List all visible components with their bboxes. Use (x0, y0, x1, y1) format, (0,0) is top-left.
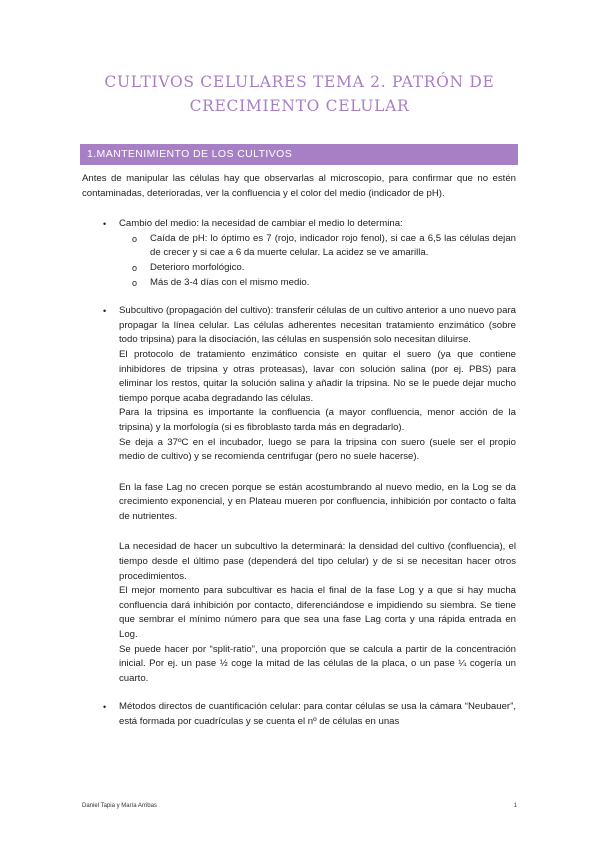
sub-bullet-icon: o (132, 262, 138, 273)
bullet-label: Cambio del medio: la necesidad de cambiar el medio lo determina: (119, 218, 403, 230)
paragraph-momento: El mejor momento para subcultivar es hacia el final de la fase Log y a que si hay mucha confluencia dará inhibición por contacto, diferenciándose e impidiendo su siembra. Se tiene que sembrar el mínimo número para que sea una fase Lag corta y una rápida entrada en Log. (119, 585, 516, 641)
paragraph-incubador: Se deja a 37ºC en el incubador, luego se para la tripsina con suero (suele ser el propio medio de cultivo) y se recomienda centrifugar (pero no suele hacerse). (119, 436, 516, 463)
title-line-2: CRECIMIENTO CELULAR (189, 97, 410, 115)
bullet-icon: • (103, 306, 107, 317)
sub-item-text: Deterioro morfológico. (150, 261, 245, 273)
title-line-1: CULTIVOS CELULARES TEMA 2. PATRÓN DE (104, 73, 495, 91)
paragraph-split-ratio: Se puede hacer por “split-ratio”, una proporción que se calcula a partir de la concentración inicial. Por ej. un pase ½ coge la mitad de las células de la placa, o un pase ¼ cogería un cuarto. (119, 643, 516, 684)
sub-item-text: Caída de pH: lo óptimo es 7 (rojo, indicador rojo fenol), si cae a 6,5 las células dejan de crecer y si cae a 6 da muerte celular. La acidez se ve amarilla. (150, 232, 516, 259)
paragraph-protocolo: El protocolo de tratamiento enzimático consiste en quitar el suero (ya que contiene inhibidores de tripsina y otras proteasas), lavar con solución salina (por ej. PBS) para eliminar los restos, quitar la solución salina y añadir la tripsina. No se le puede dejar mucho tiempo porque acaba degradando las células. (119, 348, 516, 404)
sub-item-text: Más de 3-4 días con el mismo medio. (150, 276, 310, 288)
section-heading: 1.MANTENIMIENTO DE LOS CULTIVOS (80, 144, 518, 165)
bullet-label: Subcultivo (propagación del cultivo): transferir células de un cultivo anterior a uno nuevo para propagar la línea celular. Las células adherentes necesitan tratamiento enzimático (sobre todo tripsina) para la disociación, las células en suspensión solo necesitan diluirse. (119, 305, 516, 346)
paragraph-necesidad: La necesidad de hacer un subcultivo la determinará: la densidad del cultivo (confluencia), el tiempo desde el último pase (dependerá del tipo celular) y de si se necesitan hacer otros procedimientos. (119, 541, 516, 582)
bullet-icon: • (103, 219, 107, 230)
page-number: 1 (513, 803, 517, 809)
bullet-icon: • (103, 702, 107, 713)
sub-item-ph (82, 232, 516, 261)
sub-item-dias (82, 276, 516, 291)
page-footer (82, 803, 517, 809)
bullet-metodos (82, 700, 516, 729)
bullet-cambio-medio (82, 217, 516, 232)
bullet-subcultivo (82, 304, 516, 348)
footer-authors: Daniel Tapia y María Arribas (82, 803, 157, 809)
paragraph-fases: En la fase Lag no crecen porque se están acostumbrando al nuevo medio, en la Log se da crecimiento exponencial, y en Plateau mueren por confluencia, inhibición por contacto o falta de nutrientes. (119, 481, 516, 522)
sub-bullet-icon: o (132, 277, 138, 288)
document-body (82, 172, 516, 730)
intro-paragraph: Antes de manipular las células hay que observarlas al microscopio, para confirmar que no estén contaminadas, deterioradas, ver la confluencia y el color del medio (indicador de pH). (82, 173, 516, 199)
bullet-label: Métodos directos de cuantificación celular: para contar células se usa la cámara “Neubauer”, está formada por cuadrículas y se cuenta el nº de células en unas (119, 701, 516, 727)
paragraph-tripsina: Para la tripsina es importante la confluencia (a mayor confluencia, menor acción de la tripsina) y la morfología (si es fibroblasto tarda más en degradarlo). (119, 407, 516, 433)
sub-bullet-icon: o (132, 233, 138, 244)
sub-item-morfologia (82, 261, 516, 276)
document-title (60, 70, 539, 118)
